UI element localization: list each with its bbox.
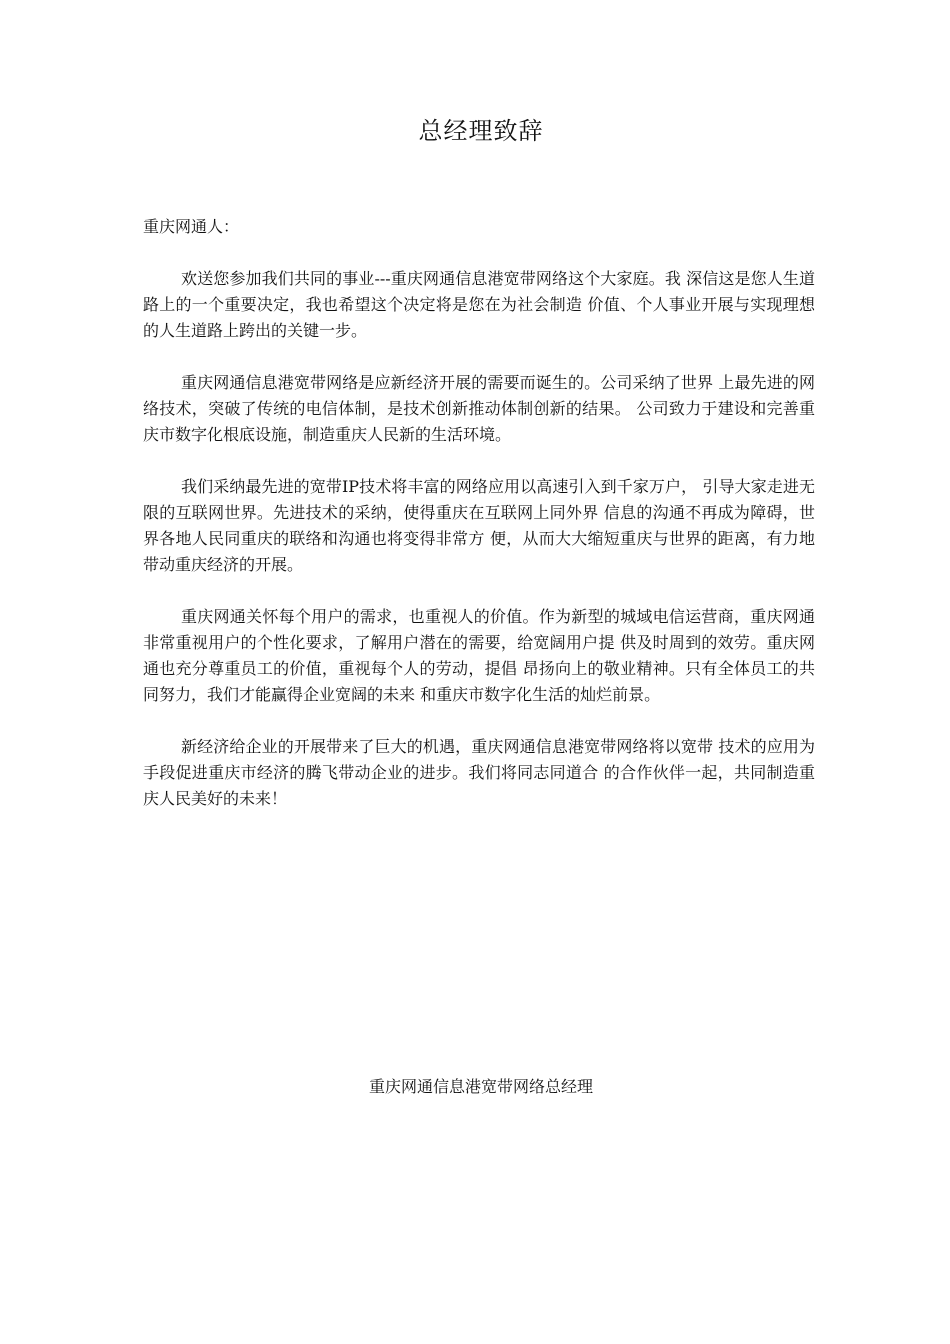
greeting-line: 重庆网通人： [143, 217, 240, 236]
paragraph-company: 重庆网通信息港宽带网络是应新经济开展的需要而诞生的。公司采纳了世界 上最先进的网络技术，突破了传统的电信体制，是技术创新推动体制创新的结果。 公司致力于建设和完善重庆市数字化根底设施，制造重庆人民新的生活环境。 [143, 373, 815, 444]
paragraph-values: 重庆网通关怀每个用户的需求，也重视人的价值。作为新型的城域电信运营商，重庆网通非常重视用户的个性化要求，了解用户潜在的需要，给宽阔用户提 供及时周到的效劳。重庆网通也充分尊重员工的价值，重视每个人的劳动，提倡 昂扬向上的敬业精神。只有全体员工的共同努力，我们才能赢得企业宽阔的未来 和重庆市数字化生活的灿烂前景。 [143, 607, 815, 704]
paragraph-welcome: 欢送您参加我们共同的事业---重庆网通信息港宽带网络这个大家庭。我 深信这是您人生道路上的一个重要决定，我也希望这个决定将是您在为社会制造 价值、个人事业开展与实现理想的人生道路上跨出的关键一步。 [143, 269, 815, 340]
document-title: 总经理致辞 [418, 117, 544, 145]
paragraph-technology: 我们采纳最先进的宽带IP技术将丰富的网络应用以高速引入到千家万户， 引导大家走进无限的互联网世界。先进技术的采纳，使得重庆在互联网上同外界 信息的沟通不再成为障碍，世界各地人民同重庆的联络和沟通也将变得非常方 便，从而大大缩短重庆与世界的距离，有力地带动重庆经济的开展。 [143, 477, 815, 574]
paragraph-future: 新经济给企业的开展带来了巨大的机遇，重庆网通信息港宽带网络将以宽带 技术的应用为手段促进重庆市经济的腾飞带动企业的进步。我们将同志同道合 的合作伙伴一起，共同制造重庆人民美好的未来！ [143, 737, 815, 808]
letter-body [143, 266, 815, 812]
signature-line: 重庆网通信息港宽带网络总经理 [368, 1077, 593, 1096]
